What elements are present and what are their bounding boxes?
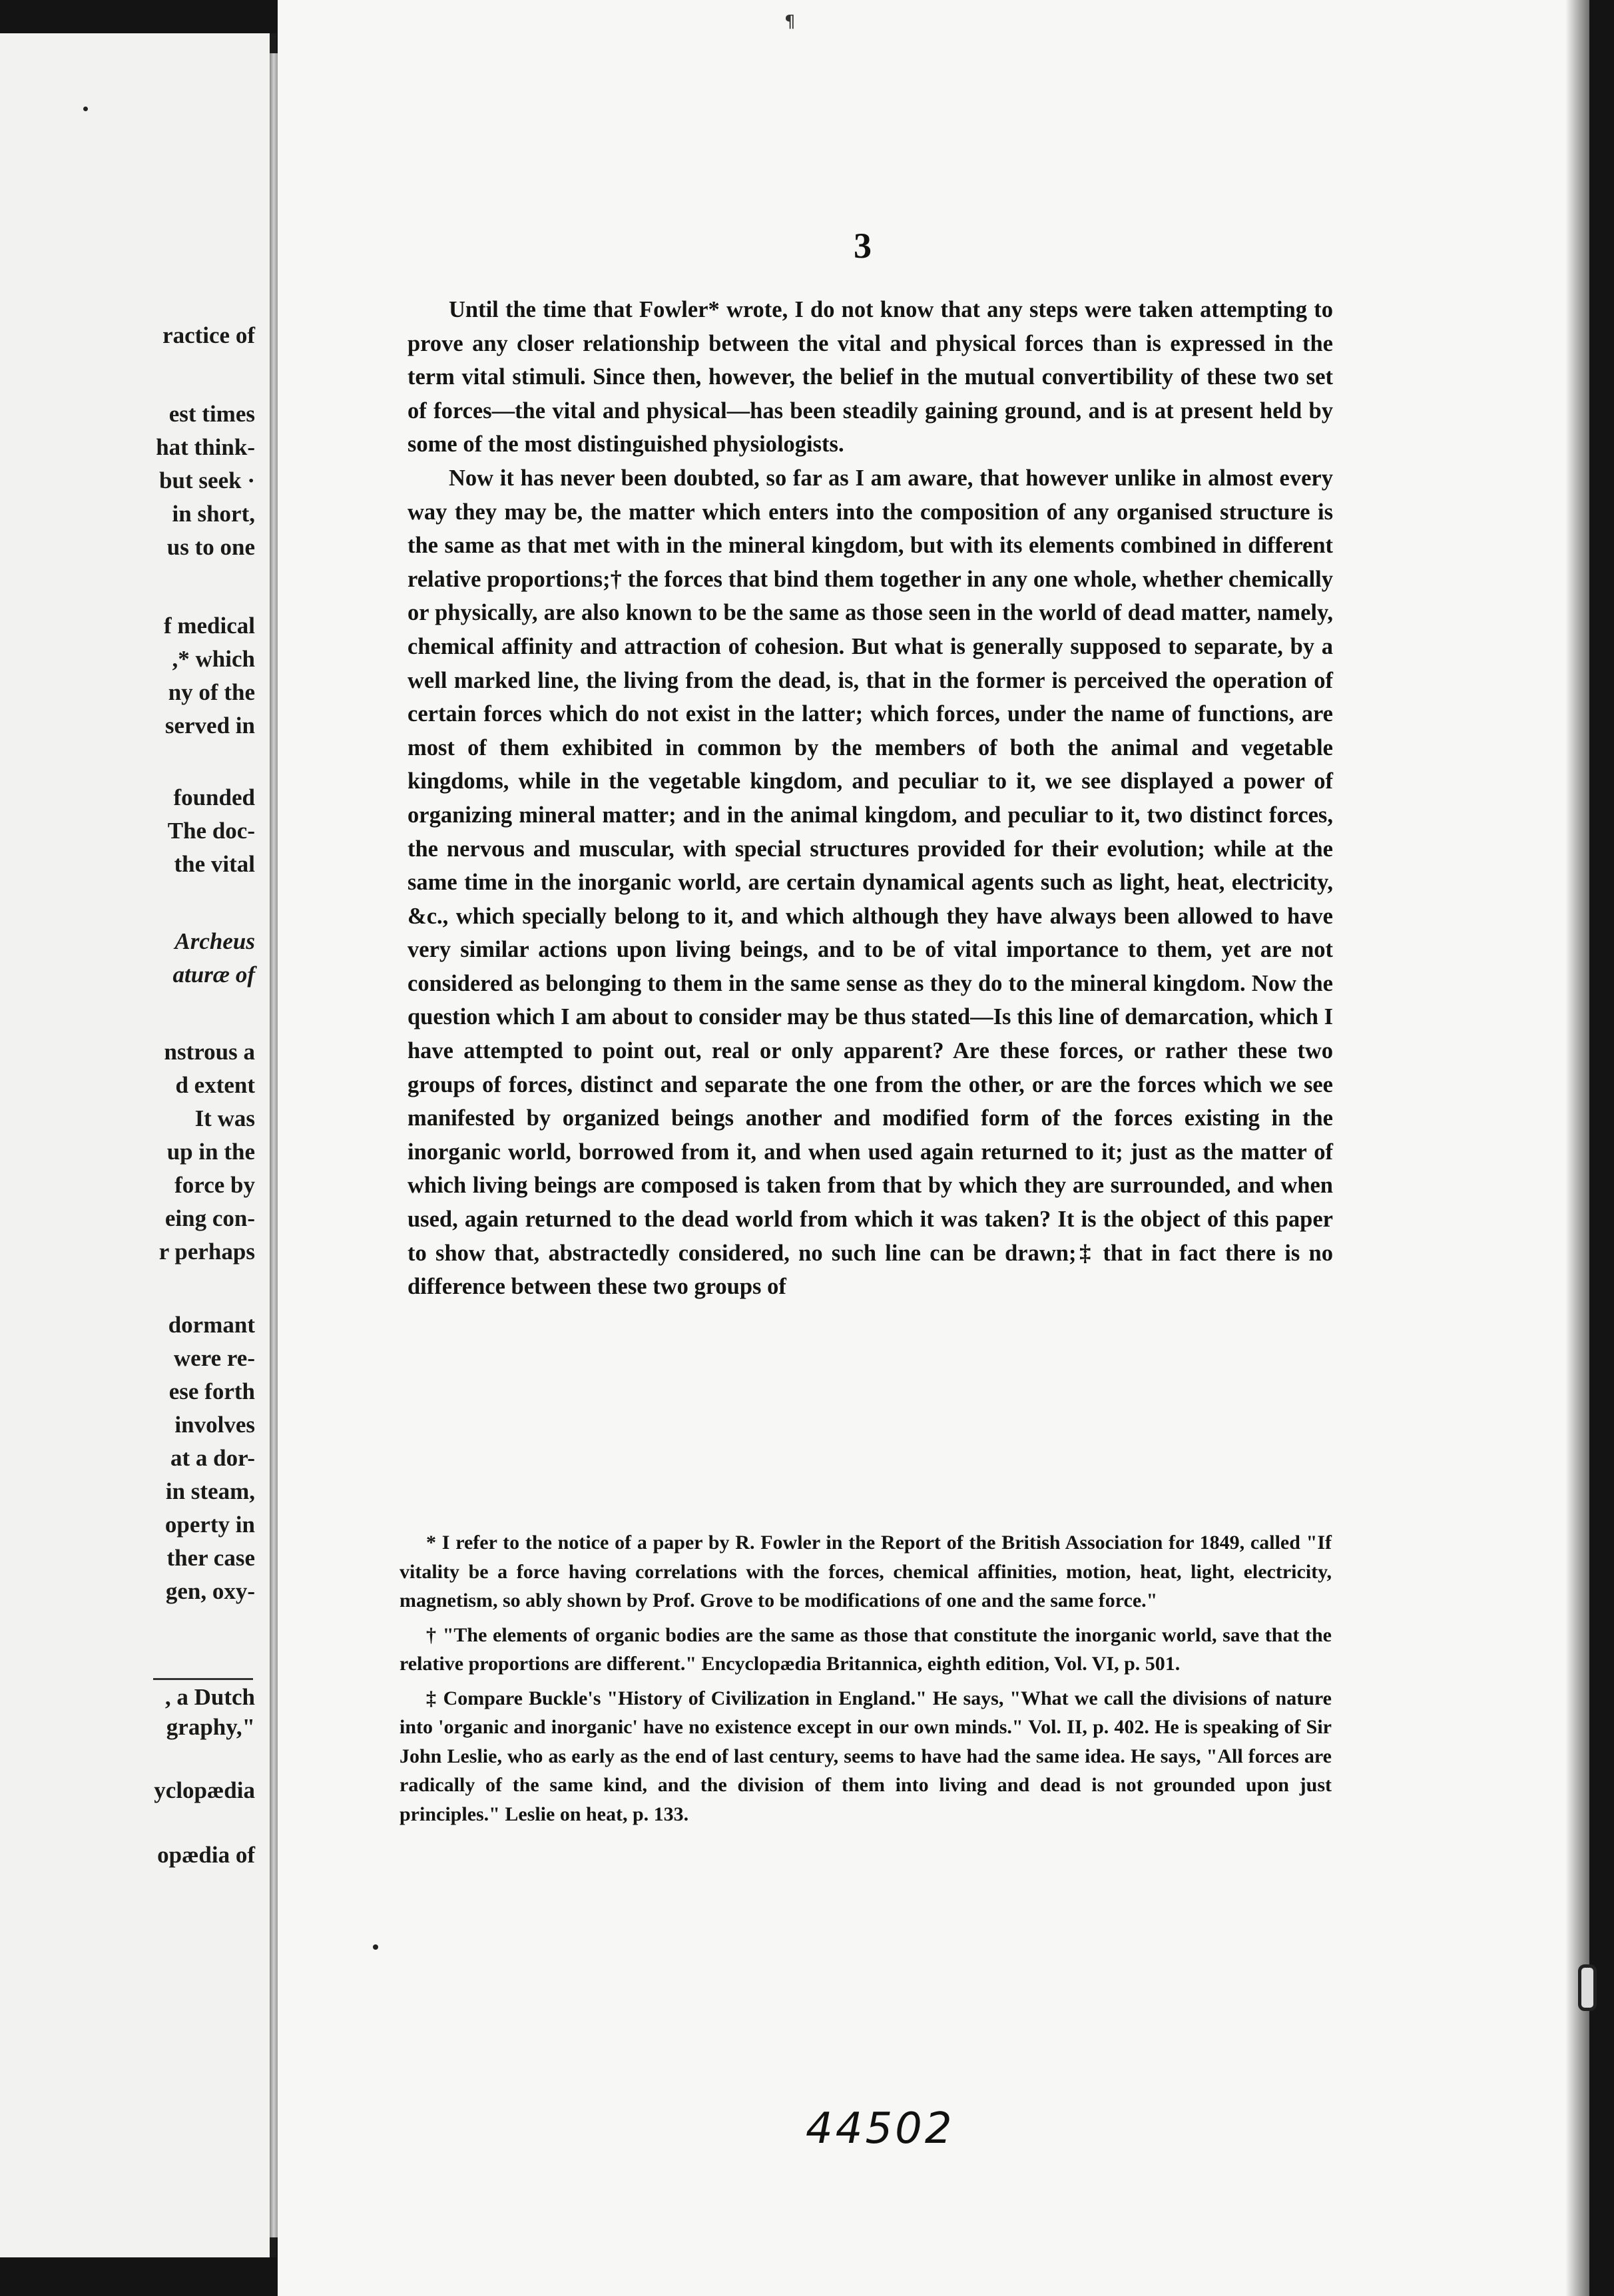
- left-page-line: graphy,": [166, 1714, 255, 1740]
- left-page-line: hat think-: [156, 434, 255, 460]
- book-gutter: [270, 53, 278, 2237]
- left-page-line: ractice of: [162, 322, 255, 348]
- left-page-line: r perhaps: [158, 1239, 255, 1265]
- left-page-line: eing con-: [164, 1205, 255, 1231]
- footnote: ‡ Compare Buckle's "History of Civilization in England." He says, "What we call the divisions of nature into 'organic and inorganic' have no existence except in our own minds." Vol. II, p. 402. He is speaking of Sir John Leslie, who as early as the end of last century, seems to have had the same idea. He says, "All forces are radically of the same kind, and the division of them into living and dead is not grounded upon just principles." Leslie on heat, p. 133.: [400, 1687, 1332, 1825]
- left-page-line: the vital: [174, 851, 255, 877]
- paragraph: Now it has never been doubted, so far as I am aware, that however unlike in almost every way they may be, the matter which enters into the composition of any organised structure is the same as that met with in the mineral kingdom, but with its elements combined in different relative proportions;† the forces that bind them together in any one whole, whether chemically or physically, are also known to be the same as those seen in the world of dead matter, namely, chemical affinity and attraction of cohesion. But what is generally supposed to separate, by a well marked line, the living from the dead, is, that in the former is perceived the operation of certain forces which do not exist in the latter; which forces, under the name of functions, are most of them exhibited in common by the members of both the animal and vegetable kingdoms, while in the vegetable kingdom, and peculiar to it, we see displayed a power of organizing mineral matter; and in the animal kingdom, and peculiar to it, two distinct forces, the nervous and muscular, with special structures provided for their evolution; while at the same time in the inorganic world, are certain dynamical agents such as light, heat, electricity, &c., which specially belong to it, and which although they have always been allowed to have very similar actions upon living beings, and to be of vital importance to them, yet are not considered as belonging to them in the same sense as they do to the mineral kingdom. Now the question which I am about to consider may be thus stated—Is this line of demarcation, which I have attempted to point out, real or only apparent? Are these forces, or rather these two groups of forces, distinct and separate the one from the other, or are the forces which we see manifested by organized beings another and modified form of the forces existing in the inorganic world, borrowed from it, and when used again returned to it; just as the matter of which living beings are composed is taken from that by which they are surrounded, and when used, again returned to the dead world from which it was taken? It is the object of this paper to show that, abstractedly considered, no such line can be drawn;‡ that in fact there is no difference between these two groups of: [407, 465, 1333, 1300]
- left-footnote-rule: [153, 1678, 253, 1680]
- left-page-line: ther case: [166, 1545, 255, 1571]
- left-page-line: founded: [173, 784, 255, 810]
- footnote: † "The elements of organic bodies are the same as those that constitute the inorganic world, save that the relative proportions are different." Encyclopædia Britannica, eighth edition, Vol. VI, p. 501.: [400, 1623, 1332, 1675]
- left-page-line: It was: [194, 1105, 255, 1131]
- top-margin-mark: ¶: [784, 12, 796, 32]
- left-page-line: ny of the: [168, 679, 255, 705]
- left-page-line: gen, oxy-: [165, 1578, 255, 1604]
- handwritten-accession-number: 44502: [806, 2104, 955, 2153]
- paragraph: Until the time that Fowler* wrote, I do not know that any steps were taken attempting to prove any closer relationship between the vital and physical forces than is expressed in the term vital stimuli. Since then, however, the belief in the mutual convertibility of these two set of forces—the vital and physical—has been steadily gaining ground, and is at present held by some of the most distinguished physiologists.: [407, 297, 1333, 457]
- binding-clip-mark: [1578, 1964, 1597, 2011]
- left-page-line: in short,: [172, 501, 255, 527]
- left-page-line: dormant: [168, 1312, 255, 1338]
- ink-speck: [83, 107, 88, 111]
- left-page-line: in steam,: [165, 1478, 255, 1504]
- left-page-line: operty in: [164, 1512, 255, 1538]
- left-page-line: were re-: [173, 1345, 255, 1371]
- left-page-line: Archeus: [174, 928, 255, 954]
- page-edge-shadow: [1565, 0, 1589, 2296]
- left-page-line: f medical: [163, 613, 255, 639]
- left-page-line: d extent: [175, 1072, 255, 1098]
- footnote: * I refer to the notice of a paper by R. Fowler in the Report of the British Association for 1849, called "If vitality be a force having correlations with the forces, chemical affinities, motion, heat, light, electricity, magnetism, so ably shown by Prof. Grove to be modifications of one and the same force.": [400, 1532, 1332, 1611]
- left-page-line: ese forth: [168, 1378, 255, 1404]
- left-page-line: est times: [168, 401, 255, 427]
- left-page-line: up in the: [166, 1139, 255, 1165]
- left-page-line: ,* which: [172, 646, 255, 672]
- left-page-line: involves: [174, 1412, 255, 1438]
- left-page-line: at a dor-: [170, 1445, 255, 1471]
- left-page-line: nstrous a: [164, 1039, 255, 1065]
- left-page-line: served in: [164, 713, 255, 738]
- ink-speck: [373, 1944, 378, 1950]
- left-page-line: , a Dutch: [164, 1684, 255, 1710]
- left-page-line: The doc-: [167, 818, 255, 844]
- left-page: [0, 33, 276, 2257]
- footnotes: [400, 1528, 1332, 1834]
- body-text: [407, 293, 1333, 1304]
- page-number: 3: [854, 226, 872, 266]
- left-page-line: yclopædia: [154, 1777, 255, 1803]
- left-page-line: opædia of: [157, 1842, 255, 1868]
- left-page-line: aturæ of: [172, 962, 255, 988]
- left-page-line: force by: [174, 1172, 255, 1198]
- left-page-line: but seek ·: [159, 467, 255, 493]
- left-page-line: us to one: [166, 534, 255, 560]
